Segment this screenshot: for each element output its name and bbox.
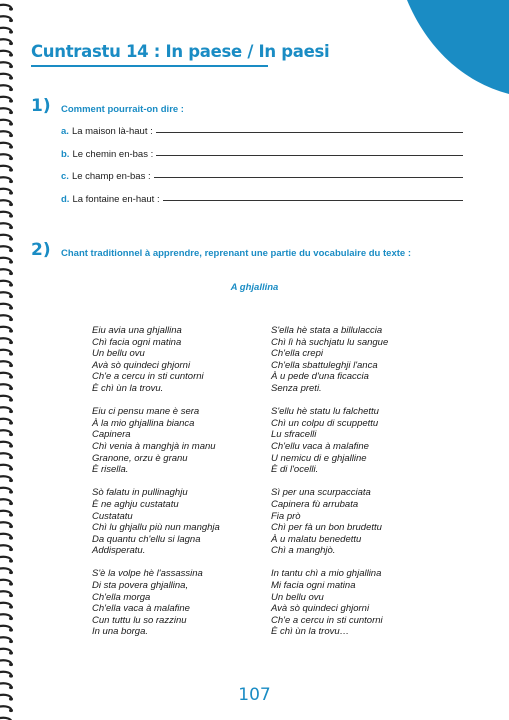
- item-text: La fontaine en-haut :: [72, 194, 160, 205]
- verse-line: Fia prò: [271, 510, 301, 522]
- spiral-binding-icon: [0, 0, 18, 720]
- item-letter: c.: [61, 171, 69, 182]
- stanza: [271, 487, 388, 557]
- title-underline: [31, 65, 268, 67]
- verse-line: Sì per una scurpacciata: [271, 487, 371, 499]
- verse-line: U nemicu di e ghjalline: [271, 452, 367, 464]
- verse-line: Ch'ella vaca à malafine: [92, 603, 190, 615]
- verse-line: Di sta povera ghjallina,: [92, 580, 189, 592]
- verse-line: Avà sò quindeci ghjorni: [92, 359, 191, 371]
- verse-line: À u malatu benedettu: [271, 533, 362, 545]
- verse-line: Granone, orzu è granu: [92, 452, 188, 464]
- verse-line: Custatatu: [92, 510, 133, 522]
- verse-line: Chì per fà un bon brudettu: [271, 522, 382, 534]
- answer-line[interactable]: [156, 132, 463, 133]
- verse-line: Chì a manghjò.: [271, 545, 336, 557]
- item-letter: d.: [61, 194, 70, 205]
- section-1-number: 1): [31, 96, 51, 116]
- song-title: A ghjallina: [230, 282, 279, 293]
- page-title: Cuntrastu 14 : In paese / In paesi: [31, 42, 330, 61]
- verse-line: Chì venia à manghjà in manu: [92, 440, 216, 452]
- item-text: Le chemin en-bas :: [72, 149, 154, 160]
- verse-line: In una borga.: [92, 626, 148, 638]
- verse-line: Eiu ci pensu mane è sera: [92, 406, 200, 418]
- verse-line: À la mio ghjallina bianca: [92, 417, 195, 429]
- stanza: [92, 487, 220, 557]
- item-letter: b.: [61, 149, 70, 160]
- stanza: [271, 325, 388, 395]
- verse-line: Ch'ella sbattuleghji l'anca: [271, 359, 378, 371]
- verse-line: À u pede d'una ficaccia: [271, 371, 369, 383]
- verse-line: Ch'ella crepi: [271, 348, 323, 360]
- page-number: 107: [238, 685, 271, 705]
- verse-line: Lu sfracelli: [271, 429, 317, 441]
- verse-line: Sò falatu in pullinaghju: [92, 487, 188, 499]
- verse-line: Da quantu ch'ellu si lagna: [92, 533, 201, 545]
- answer-line[interactable]: [154, 177, 463, 178]
- item-text: Le champ en-bas :: [71, 171, 151, 182]
- exercise-item-a: [61, 126, 463, 137]
- verse-line: Senza preti.: [271, 382, 322, 394]
- verse-line: Ch'ella morga: [92, 591, 151, 603]
- corner-decoration: [399, 0, 509, 100]
- section-1-title: Comment pourrait-on dire :: [61, 104, 184, 115]
- verse-line: Chì lu ghjallu più nun manghja: [92, 522, 220, 534]
- stanza: [271, 406, 388, 476]
- verse-line: Mi facia ogni matina: [271, 580, 356, 592]
- song-left-column: [92, 325, 220, 650]
- item-text: La maison là-haut :: [71, 126, 153, 137]
- stanza: [92, 406, 220, 476]
- verse-line: È chì ùn la trovu.: [92, 382, 164, 394]
- answer-line[interactable]: [156, 155, 463, 156]
- verse-line: Ch'e a cercu in sti cuntorni: [92, 371, 204, 383]
- verse-line: S'ellu hè statu lu falchettu: [271, 406, 379, 418]
- answer-line[interactable]: [163, 200, 463, 201]
- verse-line: È risella.: [92, 464, 129, 476]
- verse-line: Chì facia ogni matina: [92, 336, 182, 348]
- stanza: [92, 568, 220, 638]
- item-letter: a.: [61, 126, 69, 137]
- verse-line: È di l'ocelli.: [271, 464, 319, 476]
- exercise-item-d: [61, 194, 463, 205]
- verse-line: Capinera fù arrubata: [271, 498, 359, 510]
- verse-line: In tantu chì a mio ghjallina: [271, 568, 382, 580]
- verse-line: Un bellu ovu: [92, 348, 145, 360]
- verse-line: Capinera: [92, 429, 131, 441]
- stanza: [92, 325, 220, 395]
- verse-line: Un bellu ovu: [271, 591, 324, 603]
- verse-line: Ch'e a cercu in sti cuntorni: [271, 614, 383, 626]
- section-2-number: 2): [31, 240, 51, 260]
- verse-line: Cun tuttu lu so razzinu: [92, 614, 187, 626]
- verse-line: Chì lì hà suchjatu lu sangue: [271, 336, 389, 348]
- exercise-item-b: [61, 149, 463, 160]
- verse-line: S'ella hè stata a billulaccia: [271, 325, 383, 336]
- section-2-title: Chant traditionnel à apprendre, reprenant une partie du vocabulaire du texte :: [61, 248, 411, 259]
- verse-line: Addisperatu.: [92, 545, 146, 557]
- verse-line: Avà sò quindeci ghjorni: [271, 603, 370, 615]
- verse-line: Eiu avia una ghjallina: [92, 325, 182, 336]
- verse-line: S'è la volpe hè l'assassina: [92, 568, 203, 580]
- verse-line: Ch'ellu vaca à malafine: [271, 440, 369, 452]
- verse-line: Chì un colpu di scuppettu: [271, 417, 379, 429]
- stanza: [271, 568, 388, 638]
- verse-line: È ne aghju custatatu: [92, 498, 179, 510]
- song-right-column: [271, 325, 388, 650]
- exercise-item-c: [61, 171, 463, 182]
- verse-line: È chì ùn la trovu…: [271, 626, 350, 638]
